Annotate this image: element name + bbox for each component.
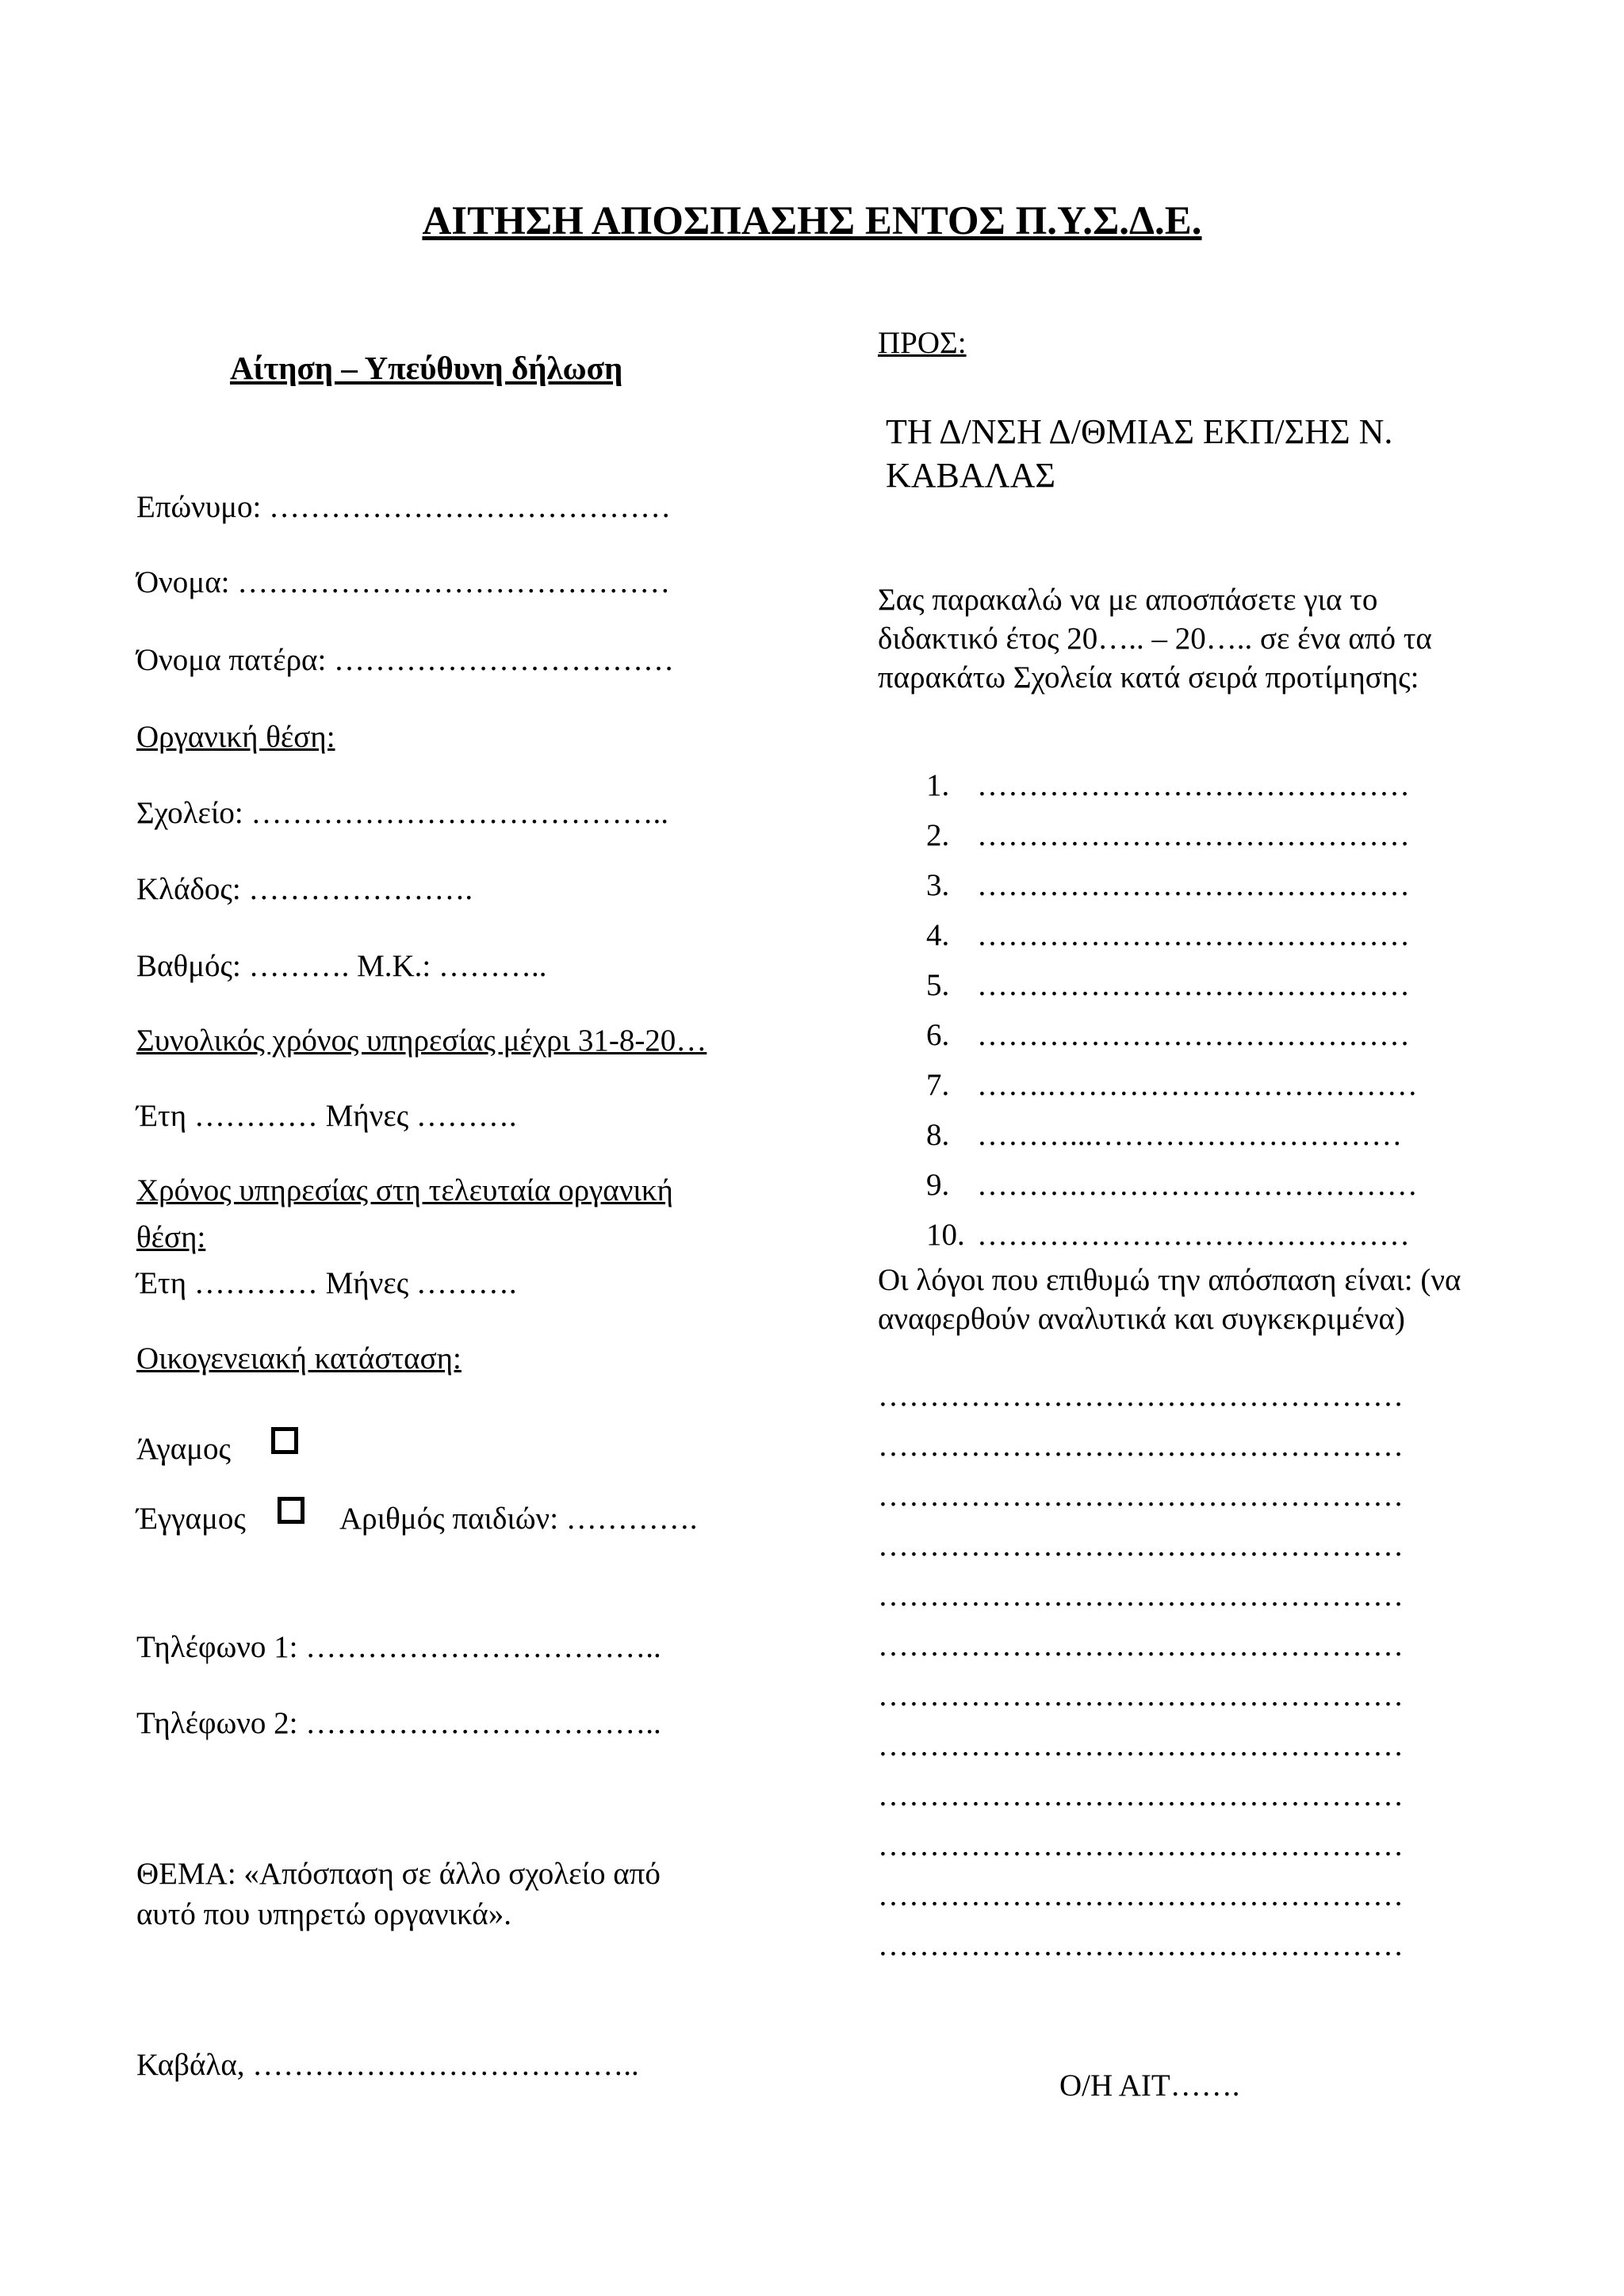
reason-line[interactable]: …………………………………………… <box>878 1778 1404 1812</box>
school-choice-blank[interactable]: ………...………………………… <box>977 1118 1403 1152</box>
school-choice-number: 1. <box>926 768 950 802</box>
school-choice-number: 7. <box>926 1068 950 1102</box>
school-choice-item[interactable] <box>926 967 1410 1004</box>
family-status-heading: Οικογενειακή κατάσταση: <box>136 1341 462 1376</box>
school-choice-item[interactable] <box>926 1067 1418 1104</box>
total-service-field[interactable]: Έτη ………… Μήνες ………. <box>136 1099 517 1133</box>
total-service-heading: Συνολικός χρόνος υπηρεσίας μέχρι 31-8-20… <box>136 1024 707 1058</box>
reason-line[interactable]: …………………………………………… <box>878 1578 1404 1613</box>
to-label: ΠΡΟΣ: <box>878 326 967 360</box>
school-choice-item[interactable] <box>926 817 1410 855</box>
form-subtitle: Αίτηση – Υπεύθυνη δήλωση <box>230 350 623 386</box>
signature: Ο/Η ΑΙΤ……. <box>1059 2068 1240 2103</box>
name-field[interactable]: Όνομα: …………………………………… <box>136 565 671 599</box>
reason-line[interactable]: …………………………………………… <box>878 1928 1404 1962</box>
school-choice-item[interactable] <box>926 1117 1402 1154</box>
school-choice-blank[interactable]: …………………………………… <box>977 968 1410 1002</box>
school-choice-number: 4. <box>926 918 950 952</box>
school-choice-number: 6. <box>926 1018 950 1052</box>
phone1-field[interactable]: Τηλέφωνο 1: …………………………….. <box>136 1630 661 1664</box>
school-choice-blank[interactable]: …………………………………… <box>977 1018 1410 1052</box>
school-choice-number: 9. <box>926 1168 950 1202</box>
school-choice-number: 5. <box>926 968 950 1002</box>
school-choice-item[interactable] <box>926 1167 1418 1204</box>
children-count-field[interactable]: Αριθμός παιδιών: …………. <box>339 1502 698 1536</box>
reason-line[interactable]: …………………………………………… <box>878 1529 1404 1563</box>
addressee: ΤΗ Δ/ΝΣΗ Δ/ΘΜΙΑΣ ΕΚΠ/ΣΗΣ Ν. ΚΑΒΑΛΑΣ <box>886 412 1393 495</box>
subject-line: ΘΕΜΑ: «Απόσπαση σε άλλο σχολείο από <box>136 1857 661 1891</box>
last-position-service-heading: Χρόνος υπηρεσίας στη τελευταία οργανική <box>136 1173 673 1207</box>
subject-line-cont: αυτό που υπηρετώ οργανικά». <box>136 1897 511 1931</box>
school-choice-blank[interactable]: …………………………………… <box>977 918 1410 952</box>
school-choice-item[interactable] <box>926 767 1410 805</box>
school-choice-number: 3. <box>926 868 950 902</box>
reasons-text: Οι λόγοι που επιθυμώ την απόσπαση είναι: (να αναφερθούν αναλυτικά και συγκεκριμένα) <box>878 1263 1461 1337</box>
married-checkbox[interactable] <box>278 1497 304 1524</box>
school-choice-blank[interactable]: …………………………………… <box>977 1218 1410 1252</box>
school-choice-blank[interactable]: …………………………………… <box>977 768 1410 802</box>
school-choice-blank[interactable]: …………………………………… <box>977 868 1410 902</box>
school-choice-blank[interactable]: ……….…………………………… <box>977 1168 1418 1202</box>
school-choice-item[interactable] <box>926 1217 1410 1254</box>
last-position-service-field[interactable]: Έτη ………… Μήνες ………. <box>136 1266 517 1300</box>
request-text: Σας παρακαλώ να με αποσπάσετε για το διδακτικό έτος 20….. – 20….. σε ένα από τα παρακάτω Σχολεία κατά σειρά προτίμησης: <box>878 583 1432 695</box>
phone2-field[interactable]: Τηλέφωνο 2: …………………………….. <box>136 1706 661 1740</box>
single-label: Άγαμος <box>136 1432 231 1466</box>
reason-line[interactable]: …………………………………………… <box>878 1479 1404 1513</box>
reason-line[interactable]: …………………………………………… <box>878 1628 1404 1663</box>
branch-field[interactable]: Κλάδος: …………………. <box>136 872 473 906</box>
school-choice-blank[interactable]: …………………………………… <box>977 818 1410 852</box>
organic-position-heading: Οργανική θέση: <box>136 720 335 754</box>
reason-line[interactable]: …………………………………………… <box>878 1728 1404 1762</box>
reason-line[interactable]: …………………………………………… <box>878 1379 1404 1413</box>
school-choice-number: 8. <box>926 1118 950 1152</box>
school-choice-number: 10. <box>926 1218 965 1252</box>
place-date-field[interactable]: Καβάλα, ……………………………….. <box>136 2048 639 2082</box>
last-position-service-heading-cont: θέση: <box>136 1220 206 1254</box>
surname-field[interactable]: Επώνυμο: ………………………………… <box>136 490 672 524</box>
single-checkbox[interactable] <box>271 1427 298 1454</box>
reason-line[interactable]: …………………………………………… <box>878 1429 1404 1463</box>
reason-line[interactable]: …………………………………………… <box>878 1828 1404 1862</box>
reason-line[interactable]: …………………………………………… <box>878 1678 1404 1712</box>
grade-field[interactable]: Βαθμός: ………. Μ.Κ.: ……….. <box>136 949 547 983</box>
page-title: ΑΙΤΗΣΗ ΑΠΟΣΠΑΣΗΣ ΕΝΤΟΣ Π.Υ.Σ.Δ.Ε. <box>422 199 1202 243</box>
father-name-field[interactable]: Όνομα πατέρα: …………………………… <box>136 643 675 677</box>
school-choice-number: 2. <box>926 818 950 852</box>
school-choice-item[interactable] <box>926 867 1410 905</box>
school-choice-item[interactable] <box>926 1017 1410 1054</box>
school-field[interactable]: Σχολείο: ………………………………….. <box>136 796 669 830</box>
school-choice-blank[interactable]: …….……………………………… <box>977 1068 1418 1102</box>
reason-line[interactable]: …………………………………………… <box>878 1878 1404 1912</box>
school-choice-item[interactable] <box>926 917 1410 955</box>
married-label: Έγγαμος <box>136 1502 246 1536</box>
